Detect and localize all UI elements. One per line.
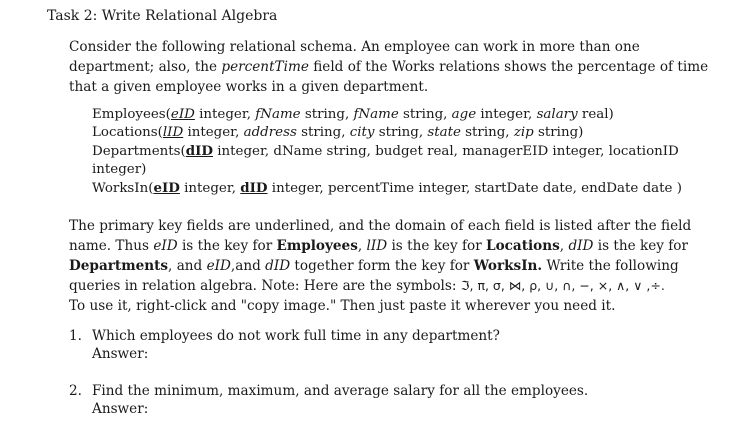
explain-text: Write the following: [542, 258, 679, 274]
attribute: age: [451, 107, 477, 122]
attribute: city: [349, 125, 375, 140]
explain-line-5: To use it, right-click and "copy image." Then just paste it wherever you need it.: [69, 298, 616, 314]
relation-name: Departments(: [92, 144, 186, 159]
question-1: [69, 327, 500, 363]
schema-departments-cont: integer): [92, 162, 147, 177]
primary-key: dID: [185, 143, 213, 159]
intro-line-1: Consider the following relational schema. An employee can work in more than one: [69, 39, 640, 55]
schema-worksin: [92, 179, 682, 198]
explain-text: is the key for: [387, 238, 487, 254]
explain-text: eID: [153, 238, 178, 254]
explain-text: , and: [168, 258, 207, 274]
explain-text: dID: [568, 238, 594, 254]
attribute: fName: [255, 107, 301, 122]
task-title: Task 2: Write Relational Algebra: [47, 8, 278, 24]
question-2: [69, 382, 588, 418]
primary-key: lID: [162, 125, 184, 140]
explain-text: name. Thus: [69, 238, 154, 254]
explain-text: queries in relation algebra. Note: Here are the symbols:: [69, 278, 461, 294]
domain: string,: [374, 125, 428, 140]
explain-text: together form the key for: [290, 258, 474, 274]
explain-text: eID: [206, 258, 231, 274]
explain-text: ,and: [230, 258, 266, 274]
attribute: zip: [513, 125, 534, 140]
domain: integer,: [179, 181, 241, 196]
explain-text: dID: [265, 258, 291, 274]
schema-locations: [92, 124, 682, 142]
attribute: fName: [353, 107, 399, 122]
schema-employees: [92, 106, 682, 124]
explain-text: WorksIn.: [473, 258, 543, 274]
domain: real): [577, 107, 614, 122]
explain-paragraph: [69, 216, 691, 316]
attribute: salary: [536, 107, 578, 122]
explain-text: is the key for: [177, 238, 277, 254]
answer-label: Answer:: [92, 346, 149, 362]
question-number: 2.: [69, 383, 82, 399]
explain-text: ,: [559, 238, 569, 254]
percent-time-field: percentTime: [221, 59, 309, 75]
question-text: Which employees do not work full time in any department?: [92, 328, 500, 344]
question-number: 1.: [69, 328, 82, 344]
explain-text: Employees: [276, 238, 358, 254]
question-text: Find the minimum, maximum, and average salary for all the employees.: [92, 383, 589, 399]
domain: string,: [398, 107, 452, 122]
domain: integer, dName string, budget real, managerEID integer, locationID: [212, 144, 679, 159]
domain: string): [533, 125, 584, 140]
intro-line-2: [69, 57, 708, 77]
domain: string,: [296, 125, 350, 140]
explain-text: ,: [357, 238, 367, 254]
explain-line-4: [69, 276, 691, 296]
domain: integer,: [476, 107, 537, 122]
relation-name: Employees(: [92, 107, 171, 122]
intro-text: department; also, the: [69, 59, 222, 75]
domain: string,: [460, 125, 514, 140]
explain-line-2: [69, 236, 691, 256]
domain: integer,: [183, 125, 244, 140]
domain: integer,: [194, 107, 256, 122]
intro-line-3: that a given employee works in a given department.: [69, 79, 429, 95]
algebra-symbols: ℑ, π, σ, ⋈, ρ, ∪, ∩, −, ×, ∧, ∨ ,÷.: [460, 278, 665, 293]
relation-name: Locations(: [92, 125, 163, 140]
primary-key: dID: [240, 180, 268, 196]
explain-text: Locations: [486, 238, 560, 254]
domain: integer, percentTime integer, startDate date, endDate date ): [267, 181, 682, 196]
primary-key: eID: [153, 180, 180, 196]
explain-text: lID: [366, 238, 388, 254]
explain-line-1: The primary key fields are underlined, and the domain of each field is listed after the field: [69, 218, 692, 234]
intro-paragraph: [69, 37, 708, 97]
answer-label: Answer:: [92, 401, 149, 417]
attribute: state: [427, 125, 461, 140]
explain-text: is the key for: [593, 238, 688, 254]
schema-block: [92, 106, 682, 198]
primary-key: eID: [170, 107, 195, 122]
intro-text: field of the Works relations shows the percentage of time: [308, 59, 709, 75]
explain-text: Departments: [69, 258, 169, 274]
relation-name: WorksIn(: [92, 181, 154, 196]
explain-line-3: [69, 256, 691, 276]
attribute: address: [243, 125, 297, 140]
domain: string,: [300, 107, 354, 122]
schema-departments: [92, 142, 682, 161]
